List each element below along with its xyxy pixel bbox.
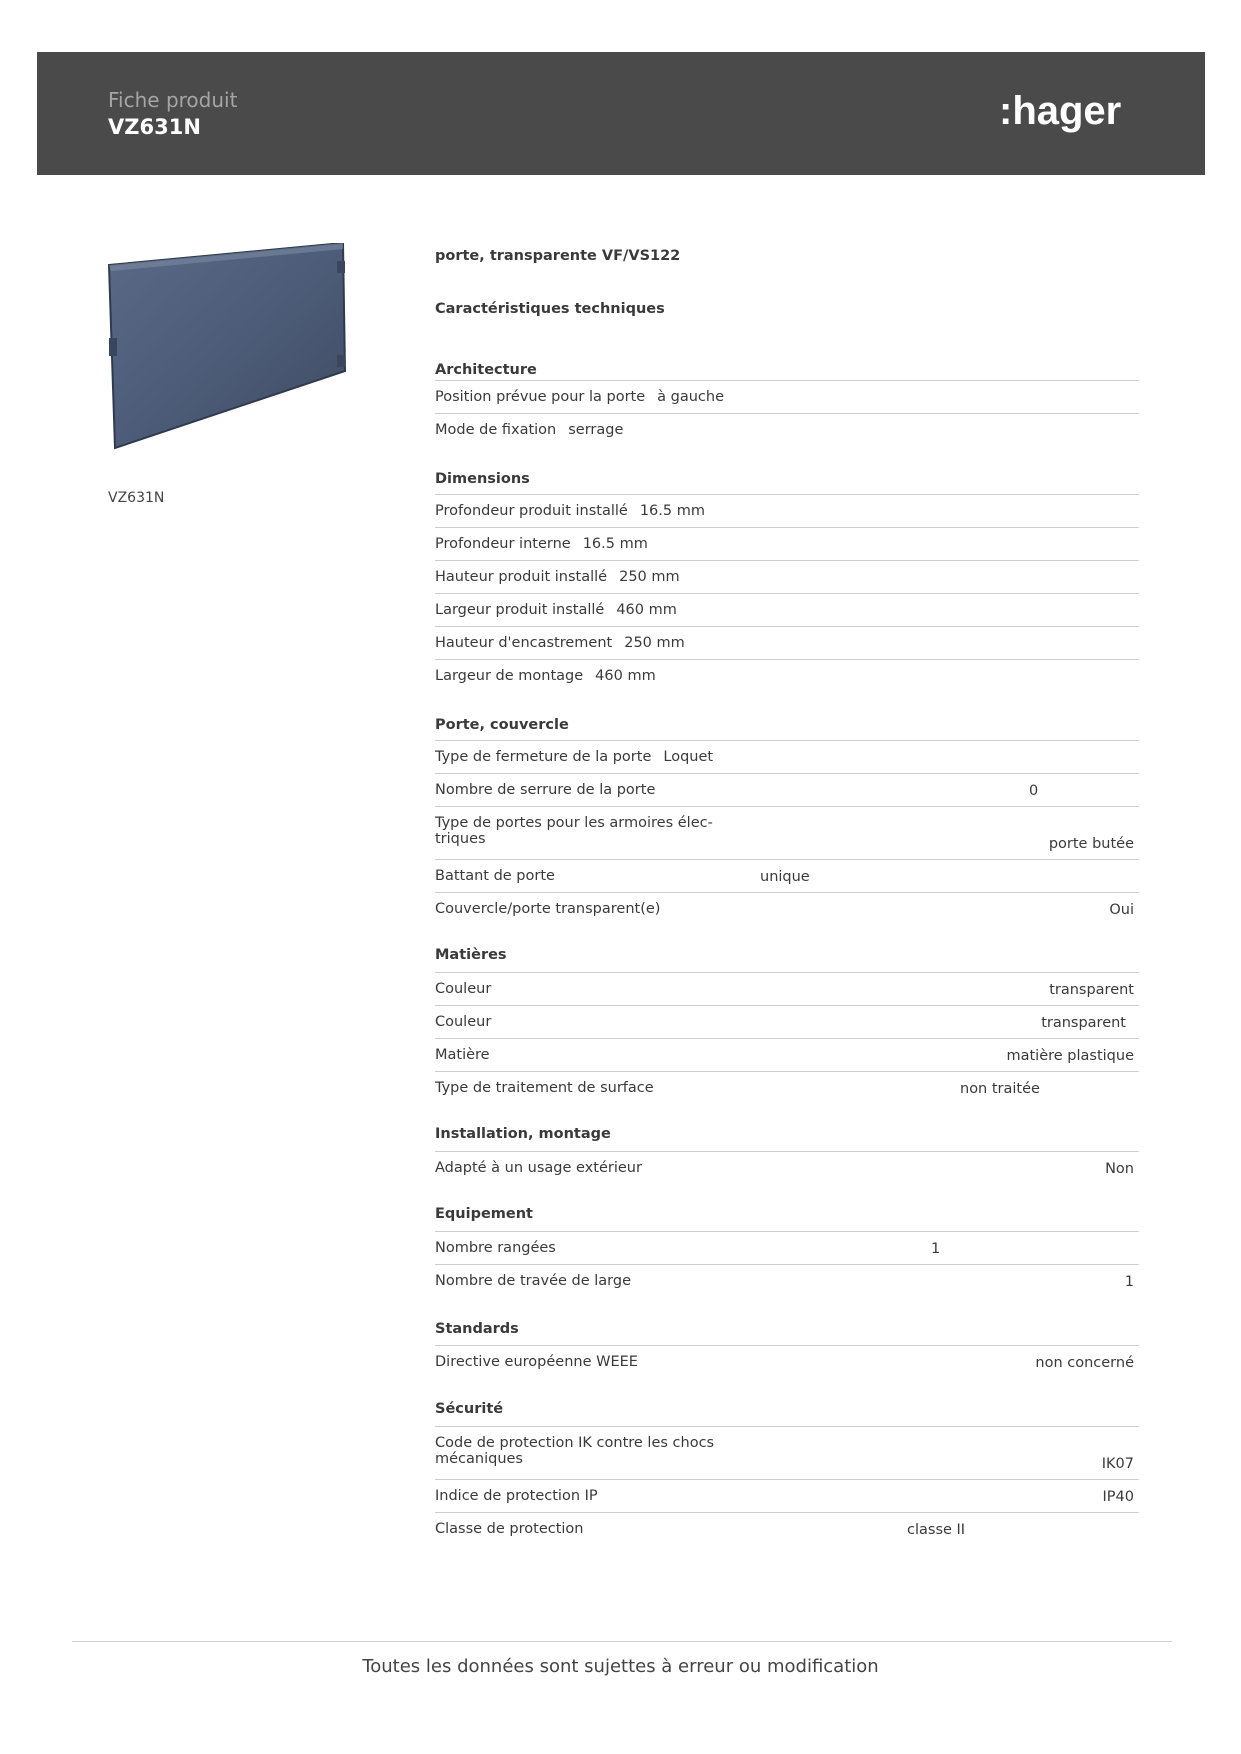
spec-label: Code de protection IK contre les chocs (435, 1435, 715, 1451)
spec-label-continued: triques (435, 831, 486, 847)
hager-logo (997, 86, 1137, 136)
spec-row (435, 1151, 1139, 1184)
spec-row (435, 1038, 1139, 1071)
spec-label: Position prévue pour la porte (435, 389, 646, 405)
spec-row (435, 1005, 1139, 1038)
spec-row (435, 1479, 1139, 1512)
spec-value: 250 mm (624, 635, 685, 651)
spec-value: unique (760, 869, 810, 885)
spec-row (435, 859, 1139, 892)
spec-row (435, 773, 1139, 806)
footer-disclaimer: Toutes les données sont sujettes à erreur ou modification (362, 1656, 879, 1677)
spec-value: Oui (1109, 902, 1134, 918)
spec-label: Indice de protection IP (435, 1488, 598, 1504)
page-header (37, 52, 1205, 175)
spec-label: Hauteur d'encastrement (435, 635, 613, 651)
product-image (105, 243, 350, 450)
document-title: porte, transparente VF/VS122 (435, 248, 681, 264)
spec-label: Type de traitement de surface (435, 1080, 654, 1096)
spec-value: 16.5 mm (582, 536, 648, 552)
spec-label: Nombre rangées (435, 1240, 556, 1256)
spec-label: Mode de fixation (435, 422, 557, 438)
group-title: Standards (435, 1321, 519, 1337)
spec-group-architecture (435, 360, 1139, 446)
spec-row (435, 806, 1139, 859)
spec-label-continued: mécaniques (435, 1451, 523, 1467)
spec-content (435, 246, 1139, 1545)
group-title: Dimensions (435, 471, 530, 487)
spec-label: Couvercle/porte transparent(e) (435, 901, 661, 917)
spec-group-materials (435, 945, 1139, 1104)
spec-row (435, 527, 1139, 560)
spec-row (435, 413, 1139, 446)
spec-row (435, 1512, 1139, 1545)
spec-label: Couleur (435, 1014, 492, 1030)
spec-row (435, 659, 1139, 692)
spec-value: non concerné (1035, 1355, 1134, 1371)
section-caption: Caractéristiques techniques (435, 301, 665, 317)
spec-label: Hauteur produit installé (435, 569, 608, 585)
group-title: Sécurité (435, 1401, 504, 1417)
spec-label: Largeur de montage (435, 668, 584, 684)
spec-group-dimensions (435, 469, 1139, 692)
spec-value: 250 mm (619, 569, 680, 585)
spec-value: Non (1105, 1161, 1134, 1177)
spec-value: transparent (1049, 982, 1134, 998)
spec-row (435, 593, 1139, 626)
spec-value: Loquet (663, 749, 714, 765)
spec-value: matière plastique (1006, 1048, 1134, 1064)
spec-value: 1 (931, 1241, 941, 1257)
spec-group-standards (435, 1319, 1139, 1378)
group-title: Porte, couvercle (435, 717, 569, 733)
header-subtitle: Fiche produit (108, 88, 238, 112)
spec-group-safety (435, 1399, 1139, 1545)
spec-label: Nombre de serrure de la porte (435, 782, 656, 798)
spec-label: Couleur (435, 981, 492, 997)
spec-value: transparent (1041, 1015, 1126, 1031)
spec-label: Largeur produit installé (435, 602, 605, 618)
spec-label: Profondeur produit installé (435, 503, 628, 519)
spec-group-installation (435, 1124, 1139, 1184)
group-title: Architecture (435, 362, 537, 378)
spec-value: classe II (907, 1522, 966, 1538)
spec-row (435, 1264, 1139, 1297)
spec-value: serrage (568, 422, 624, 438)
spec-value: 1 (1124, 1274, 1134, 1290)
spec-label: Nombre de travée de large (435, 1273, 631, 1289)
spec-value: 460 mm (595, 668, 656, 684)
spec-row (435, 380, 1139, 413)
spec-value: non traitée (960, 1081, 1040, 1097)
spec-row (435, 972, 1139, 1005)
spec-group-equipment (435, 1204, 1139, 1297)
spec-label: Type de fermeture de la porte (435, 749, 652, 765)
group-title: Installation, montage (435, 1126, 611, 1142)
spec-label: Profondeur interne (435, 536, 571, 552)
spec-group-door (435, 715, 1139, 925)
spec-row (435, 1231, 1139, 1264)
spec-label: Type de portes pour les armoires élec- (435, 815, 713, 831)
spec-row (435, 1071, 1139, 1104)
spec-label: Classe de protection (435, 1521, 584, 1537)
header-product-code: VZ631N (108, 115, 201, 139)
spec-value: 460 mm (616, 602, 677, 618)
spec-label: Adapté à un usage extérieur (435, 1160, 642, 1176)
spec-row (435, 626, 1139, 659)
spec-label: Battant de porte (435, 868, 555, 884)
spec-row (435, 560, 1139, 593)
group-title: Matières (435, 947, 507, 963)
group-title: Equipement (435, 1206, 533, 1222)
spec-row (435, 740, 1139, 773)
spec-label: Directive européenne WEEE (435, 1354, 638, 1370)
spec-value: IK07 (1101, 1456, 1134, 1472)
spec-value: 0 (1029, 783, 1039, 799)
spec-value: 16.5 mm (639, 503, 705, 519)
svg-text::hager: :hager (999, 89, 1122, 133)
spec-value: porte butée (1048, 836, 1134, 852)
spec-value: à gauche (657, 389, 724, 405)
footer-divider (72, 1641, 1172, 1642)
spec-label: Matière (435, 1047, 490, 1063)
spec-row (435, 892, 1139, 925)
spec-row (435, 1426, 1139, 1479)
spec-row (435, 494, 1139, 527)
spec-value: IP40 (1102, 1489, 1134, 1505)
spec-row (435, 1345, 1139, 1378)
image-caption: VZ631N (108, 490, 165, 506)
